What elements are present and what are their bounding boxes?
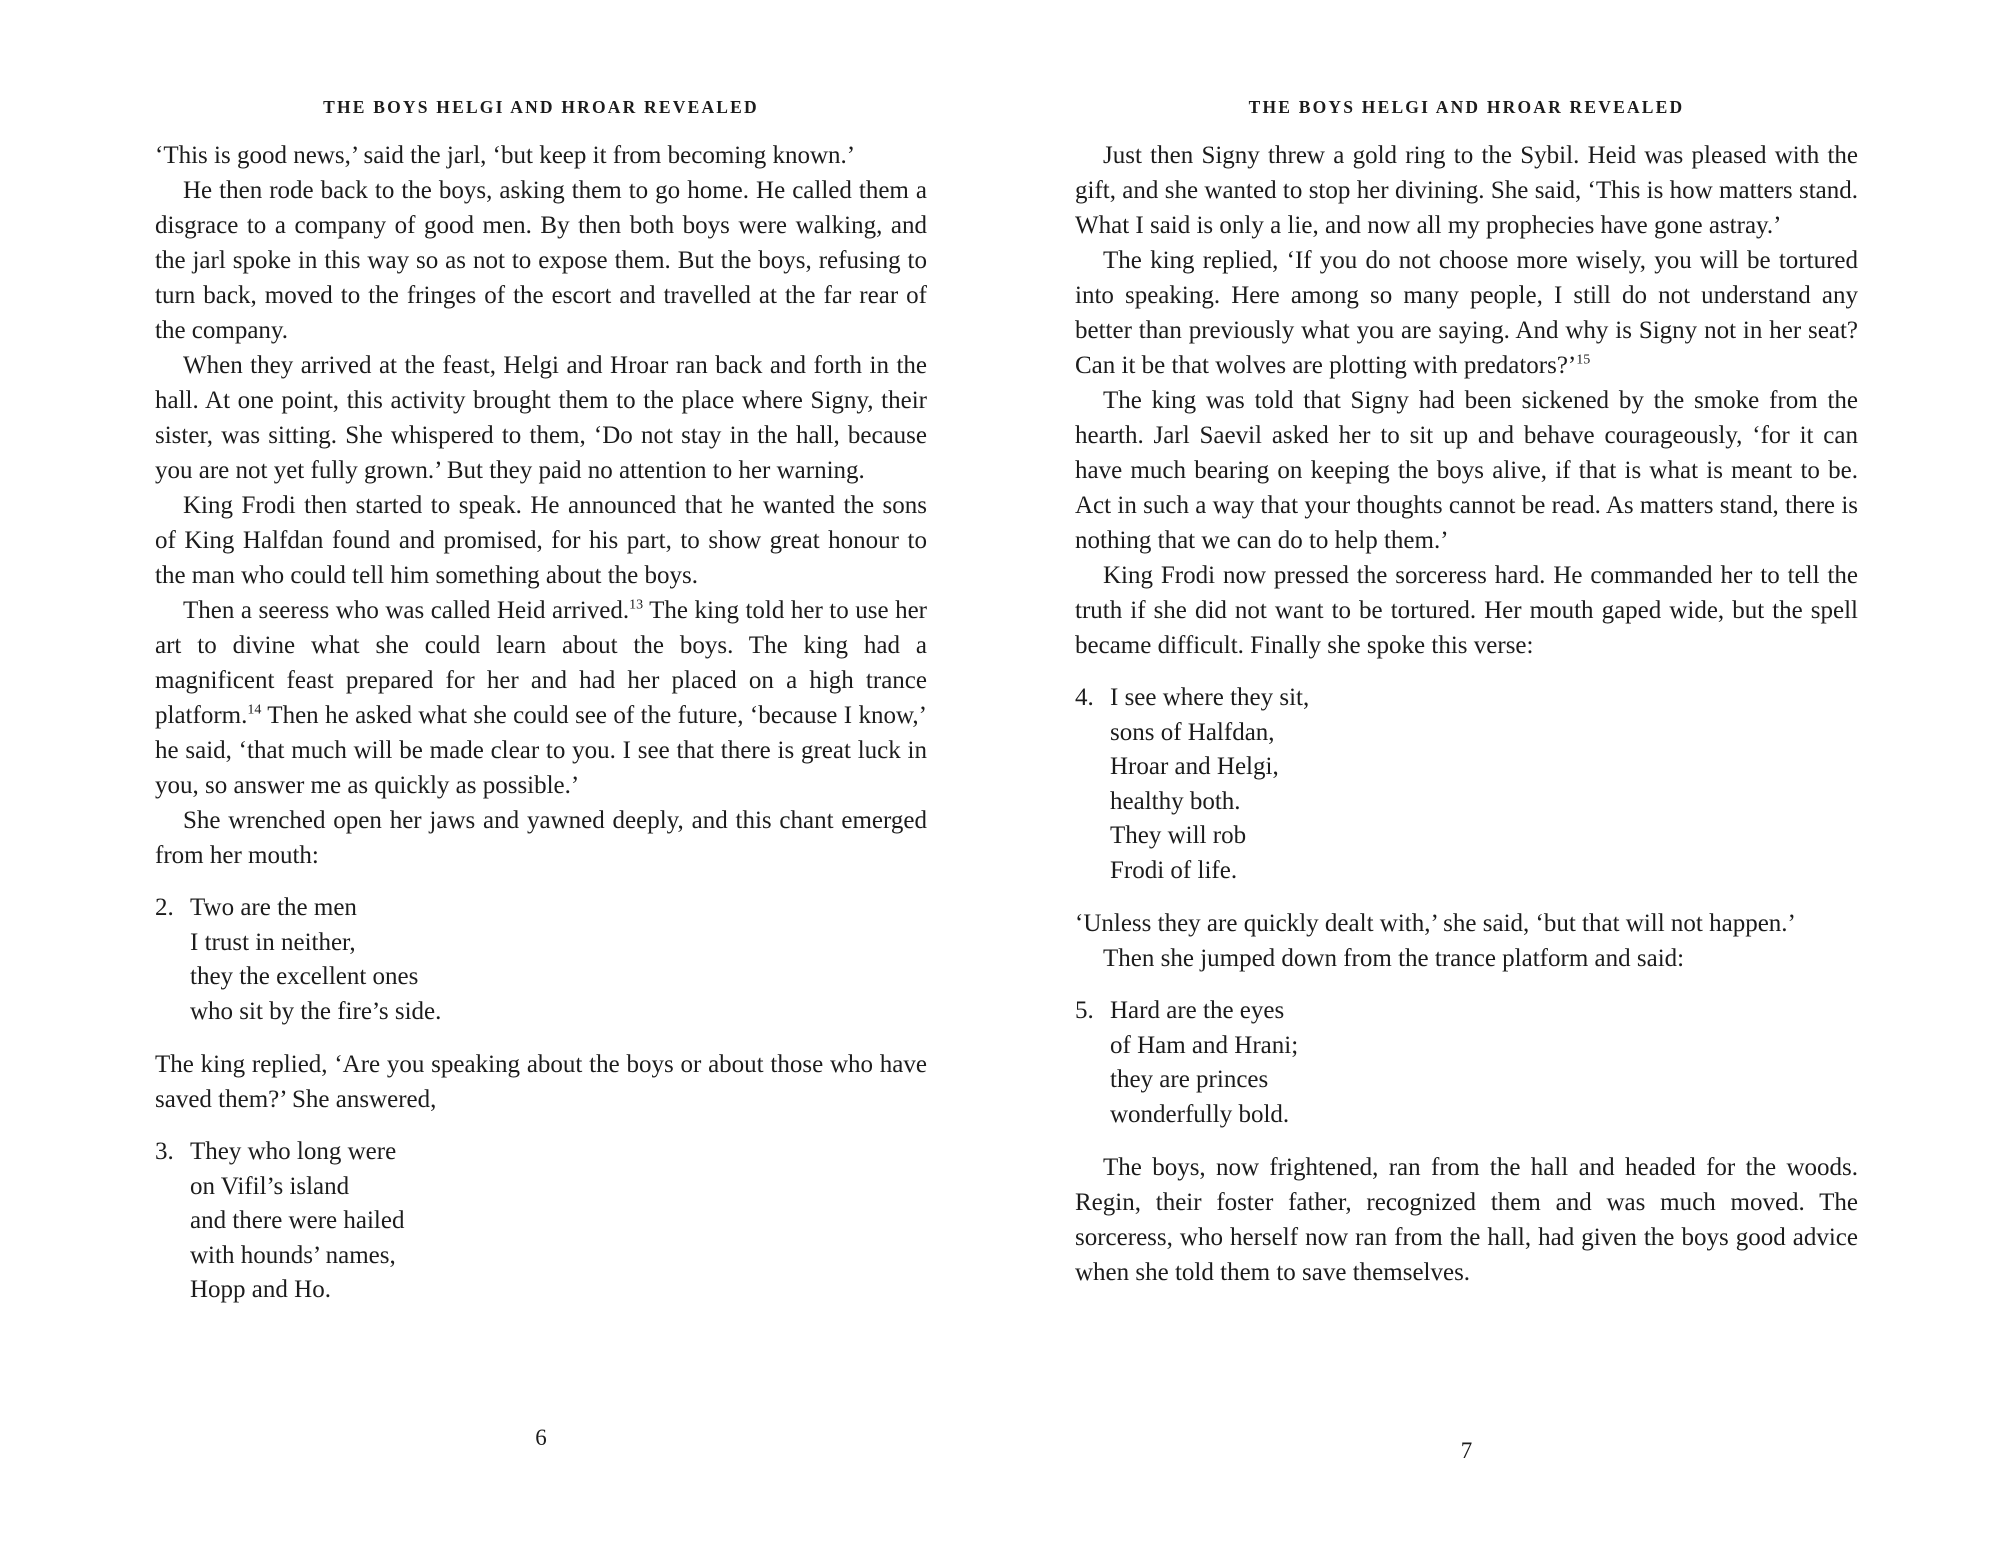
footnote-marker: 15 — [1576, 352, 1591, 368]
page-number: 7 — [1460, 1438, 1473, 1463]
verse-line: Hopp and Ho. — [190, 1276, 331, 1303]
paragraph: ‘This is good news,’ said the jarl, ‘but keep it from becoming known.’ — [155, 142, 856, 169]
paragraph: She wrenched open her jaws and yawned deeply, and this chant emerged from her mouth: — [155, 807, 927, 869]
footnote-marker: 13 — [629, 597, 644, 613]
paragraph: He then rode back to the boys, asking them to go home. He called them a disgrace to a company of good men. By then both boys were walking, and the jarl spoke in this way so as not to expose them. But the boys, refusing to turn back, moved to the fringes of the escort and travelled at the far rear of the company. — [155, 177, 927, 344]
verse-line: on Vifil’s island — [190, 1172, 350, 1200]
paragraph-text: Then he asked what she could see of the future, ‘because I know,’ he said, ‘that much will be made clear to you. I see that there is great luck in you, so answer me as quickly as possible.’ — [155, 702, 927, 799]
running-head: THE BOYS HELGI AND HROAR REVEALED — [1248, 97, 1685, 117]
paragraph-text: The king replied, ‘If you do not choose more wisely, you will be tortured into speaking. Here among so many people, I still do not understand any better than previously what you are saying. And why is Signy not in her seat? Can it be that wolves are plotting with predators?’ — [1075, 247, 1858, 379]
verse-line: with hounds’ names, — [190, 1241, 396, 1269]
paragraph: The king was told that Signy had been sickened by the smoke from the hearth. Jarl Saevil asked her to sit up and behave courageously, ‘for it can have much bearing on keeping the boys alive, if that is what is meant to be. Act in such a way that your thoughts cannot be read. As matters stand, there is nothing that we can do to help them.’ — [1075, 387, 1858, 554]
verse-number: 4. — [1075, 684, 1094, 711]
running-head: THE BOYS HELGI AND HROAR REVEALED — [323, 97, 759, 117]
paragraph: King Frodi then started to speak. He announced that he wanted the sons of King Halfdan found and promised, for his part, to show great honour to the man who could tell him something about the boys. — [155, 492, 927, 589]
body-text — [1075, 138, 1858, 1290]
verse-line: healthy both. — [1110, 787, 1241, 815]
verse-5 — [1075, 994, 1858, 1132]
left-page — [155, 0, 927, 1558]
verse-line: who sit by the fire’s side. — [190, 997, 442, 1025]
verse-4 — [1075, 681, 1858, 888]
right-page — [1075, 0, 1858, 1558]
verse-line: sons of Halfdan, — [1110, 718, 1275, 746]
verse-number: 3. — [155, 1138, 174, 1165]
paragraph — [1075, 243, 1858, 383]
verse-line: they the excellent ones — [190, 963, 419, 990]
verse-3 — [155, 1135, 927, 1308]
body-text — [155, 138, 927, 1326]
verse-number: 5. — [1075, 997, 1094, 1024]
verse-2 — [155, 891, 927, 1029]
paragraph: When they arrived at the feast, Helgi and Hroar ran back and forth in the hall. At one point, this activity brought them to the place where Signy, their sister, was sitting. She whispered to them, ‘Do not stay in the hall, because you are not yet fully grown.’ But they paid no attention to her warning. — [155, 352, 927, 484]
verse-line: Hard are the eyes — [1110, 997, 1285, 1024]
paragraph: The king replied, ‘Are you speaking about the boys or about those who have saved them?’ She answered, — [155, 1051, 927, 1113]
verse-line: they are princes — [1110, 1066, 1269, 1093]
verse-line: and there were hailed — [190, 1207, 405, 1234]
paragraph: ‘Unless they are quickly dealt with,’ she said, ‘but that will not happen.’ — [1075, 910, 1796, 937]
verse-line: They who long were — [190, 1138, 397, 1165]
verse-number: 2. — [155, 894, 174, 921]
paragraph-text: Then a seeress who was called Heid arrived. — [183, 597, 630, 624]
verse-line: of Ham and Hrani; — [1110, 1031, 1299, 1059]
paragraph — [155, 593, 927, 803]
paragraph: The boys, now frightened, ran from the hall and headed for the woods. Regin, their foster father, recognized them and was much moved. The sorceress, who herself now ran from the hall, had given the boys good advice when she told them to save themselves. — [1075, 1154, 1858, 1286]
paragraph-text: The king told her to use her art to divine what she could learn about the boys. The king had a magnificent feast prepared for her and had her placed on a high trance platform. — [155, 597, 927, 729]
paragraph: King Frodi now pressed the sorceress hard. He commanded her to tell the truth if she did not want to be tortured. Her mouth gaped wide, but the spell became difficult. Finally she spoke this verse: — [1075, 562, 1858, 659]
verse-line: I see where they sit, — [1110, 684, 1310, 711]
verse-line: wonderfully bold. — [1110, 1100, 1290, 1128]
verse-line: Hroar and Helgi, — [1110, 753, 1279, 780]
paragraph: Just then Signy threw a gold ring to the Sybil. Heid was pleased with the gift, and she wanted to stop her divining. She said, ‘This is how matters stand. What I said is only a lie, and now all my prophecies have gone astray.’ — [1075, 142, 1858, 239]
verse-line: I trust in neither, — [190, 928, 356, 956]
verse-line: They will rob — [1110, 822, 1247, 849]
paragraph: Then she jumped down from the trance platform and said: — [1103, 945, 1685, 972]
page-number: 6 — [535, 1425, 547, 1450]
verse-line: Two are the men — [190, 894, 357, 921]
footnote-marker: 14 — [247, 702, 262, 718]
verse-line: Frodi of life. — [1110, 856, 1238, 884]
